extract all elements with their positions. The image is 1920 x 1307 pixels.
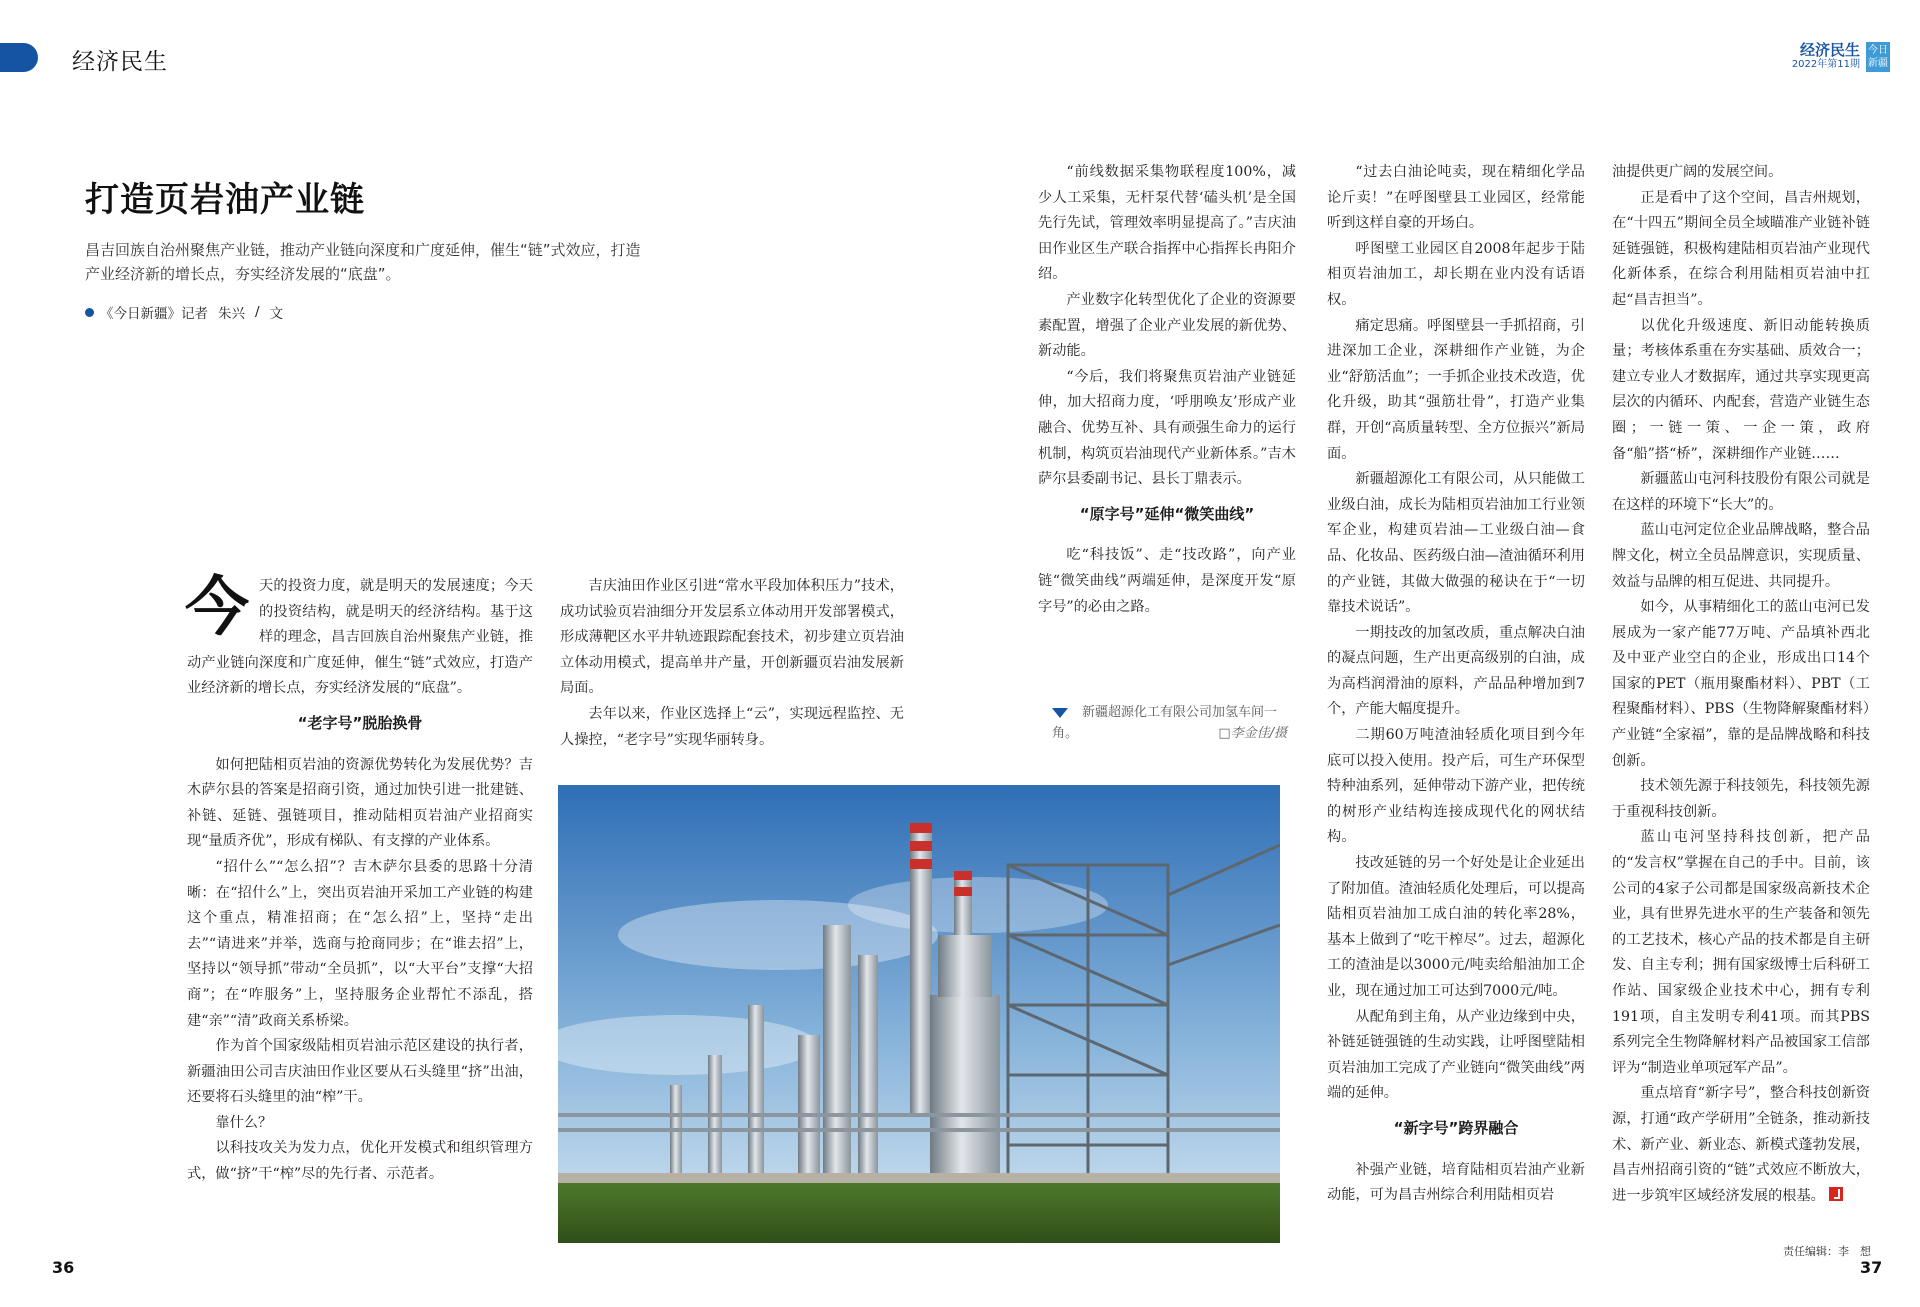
paragraph: 技术领先源于科技领先，科技领先源于重视科技创新。 (1612, 778, 1870, 820)
bullet-icon (85, 308, 94, 317)
paragraph: 二期60万吨渣油轻质化项目到今年底可以投入使用。投产后，可生产环保型特种油系列，延伸带动下游产业，把传统的树形产业结构连接成现代化的网状结构。 (1327, 727, 1585, 846)
paragraph: 新疆超源化工有限公司，从只能做工业级白油，成长为陆相页岩油加工行业领军企业，构建页岩油—工业级白油—食品、化妆品、医药级白油—渣油循环利用的产业链，其做大做强的秘诀在于“一切靠技术说话”。 (1327, 471, 1585, 616)
caption-triangle-icon (1052, 708, 1068, 718)
text-column-4 (1327, 160, 1585, 1209)
paragraph: 油提供更广阔的发展空间。 (1612, 164, 1783, 180)
paragraph: 如何把陆相页岩油的资源优势转化为发展优势？吉木萨尔县的答案是招商引资，通过加快引进一批建链、补链、延链、强链项目，推动陆相页岩油产业招商实现“量质齐优”，形成有梯队、有支撑的产业体系。 (187, 756, 533, 850)
subheading-yuanzihao: “原字号”延伸“微笑曲线” (1079, 504, 1255, 523)
refinery-photo (558, 785, 1280, 1243)
photo-caption (1052, 702, 1287, 744)
section-tab-marker (0, 43, 38, 72)
paragraph: 吃“科技饭”、走“技改路”，向产业链“微笑曲线”两端延伸，是深度开发“原字号”的必由之路。 (1038, 547, 1296, 615)
paragraph: “过去白油论吨卖，现在精细化学品论斤卖！”在呼图壁县工业园区，经常能听到这样自豪的开场白。 (1327, 164, 1585, 232)
paragraph-last: 重点培育“新字号”，整合科技创新资源，打通“政产学研用”全链条，推动新技术、新产业、新业态、新模式蓬勃发展，昌吉州招商引资的“链”式效应不断放大，进一步筑牢区域经济发展的根基。 (1612, 1085, 1870, 1204)
byline-separator: / (255, 304, 260, 320)
paragraph: 如今，从事精细化工的蓝山屯河已发展成为一家产能77万吨、产品填补西北及中亚产业空白的企业，形成出口14个国家的PET（瓶用聚酯材料）、PBT（工程聚酯材料）、PBS（生物降解聚酯材料）产业链“全家福”，靠的是品牌战略和科技创新。 (1612, 599, 1870, 769)
paragraph: “今后，我们将聚焦页岩油产业链延伸，加大招商力度，‘呼朋唤友’形成产业融合、优势互补、具有顽强生命力的运行机制，构筑页岩油现代产业新体系。”吉木萨尔县委副书记、县长丁鼎表示。 (1038, 368, 1296, 488)
paragraph: 以优化升级速度、新旧动能转换质量；考核体系重在夯实基础、质效合一；建立专业人才数据库，通过共享实现更高层次的内循环、内配套，营造产业链生态圈；一链一策、一企一策，政府备“船”搭“桥”，深耕细作产业链…… (1612, 317, 1870, 462)
paragraph: 蓝山屯河坚持科技创新，把产品的“发言权”掌握在自己的手中。目前，该公司的4家子公司都是国家级高新技术企业，具有世界先进水平的生产装备和领先的工艺技术，核心产品的技术都是自主研发、自主专利；拥有国家级博士后科研工作站、国家级企业技术中心，拥有专利191项，自主发明专利41项。而其PBS系列完全生物降解材料产品被国家工信部评为“制造业单项冠军产品”。 (1612, 829, 1870, 1076)
paragraph: 补强产业链，培育陆相页岩油产业新动能，可为昌吉州综合利用陆相页岩 (1327, 1161, 1585, 1204)
page-number-right: 37 (1860, 1258, 1883, 1277)
photo-credit: □李金佳/摄 (1218, 726, 1287, 741)
editor-credit: 责任编辑：李 想 (1783, 1245, 1871, 1258)
caption-text: 新疆超源化工有限公司加氢车间一角。 (1052, 705, 1278, 741)
drop-cap: 今 (185, 571, 249, 645)
paragraph: 呼图壁工业园区自2008年起步于陆相页岩油加工，却长期在业内没有话语权。 (1327, 240, 1585, 308)
paragraph: 蓝山屯河定位企业品牌战略，整合品牌文化，树立全员品牌意识，实现质量、效益与品牌的相互促进、共同提升。 (1612, 522, 1870, 590)
paragraph: 今天的投资力度，就是明天的发展速度；今天的投资结构，就是明天的经济结构。基于这样的理念，昌吉回族自治州聚焦产业链，推动产业链向深度和广度延伸，催生“链”式效应，打造产业经济新的增长点，夯实经济发展的“底盘”。 (185, 571, 533, 697)
paragraph: 正是看中了这个空间，昌吉州规划，在“十四五”期间全员全域瞄准产业链补链延链强链，积极构建陆相页岩油产业现代化新体系，在综合利用陆相页岩油中扛起“昌吉担当”。 (1612, 189, 1870, 308)
paragraph: 吉庆油田作业区引进“常水平段加体积压力”技术，成功试验页岩油细分开发层系立体动用开发部署模式，形成薄靶区水平井轨迹跟踪配套技术，初步建立页岩油立体动用模式，提高单井产量，开创新疆页岩油发展新局面。 (560, 578, 904, 697)
byline-source: 《今日新疆》记者 (100, 306, 208, 322)
magazine-logo: 今日新疆 (1866, 42, 1890, 72)
article-lead: 昌吉回族自治州聚焦产业链，推动产业链向深度和广度延伸，催生“链”式效应，打造产业经济新的增长点，夯实经济发展的“底盘”。 (85, 241, 641, 283)
paragraph: 痛定思痛。呼图壁县一手抓招商，引进深加工企业，深耕细作产业链，为企业“舒筋活血”；一手抓企业技术改造，优化升级，助其“强筋壮骨”，打造产业集群，开创“高质量转型、全方位振兴”新局面。 (1327, 317, 1585, 462)
issue-number: 2022年第11期 (1791, 59, 1860, 70)
page-number-left: 36 (52, 1258, 75, 1277)
paragraph: 去年以来，作业区选择上“云”，实现远程监控、无人操控，“老字号”实现华丽转身。 (560, 705, 904, 748)
paragraph: 产业数字化转型优化了企业的资源要素配置，增强了企业产业发展的新优势、新动能。 (1038, 291, 1296, 360)
text-column-5 (1612, 160, 1870, 1209)
section-title-right: 经济民生 (1799, 41, 1860, 59)
paragraph: 技改延链的另一个好处是让企业延出了附加值。渣油轻质化处理后，可以提高陆相页岩油加工成白油的转化率28%，基本上做到了“吃干榨尽”。过去，超源化工的渣油是以3000元/吨卖给船油加工企业，现在通过加工可达到7000元/吨。 (1327, 855, 1585, 999)
byline-author: 朱兴 (218, 306, 245, 322)
article-title: 打造页岩油产业链 (85, 180, 365, 220)
running-header-right (1792, 42, 1890, 72)
byline-role: 文 (269, 306, 284, 322)
paragraph: 从配角到主角，从产业边缘到中央，补链延链强链的生动实践，让呼图壁陆相页岩油加工完成了产业链向“微笑曲线”两端的延伸。 (1327, 1008, 1585, 1102)
byline (85, 302, 283, 322)
text-column-2 (560, 574, 904, 753)
paragraph: 一期技改的加氢改质，重点解决白油的凝点问题，生产出更高级别的白油，成为高档润滑油的原料，产品品种增加到7个，产能大幅度提升。 (1327, 624, 1585, 718)
text-column-3 (1038, 160, 1296, 620)
paragraph: 以科技攻关为发力点，优化开发模式和组织管理方式，做“挤”干“榨”尽的先行者、示范者。 (187, 1140, 533, 1183)
paragraph: 作为首个国家级陆相页岩油示范区建设的执行者，新疆油田公司吉庆油田作业区要从石头缝里“挤”出油，还要将石头缝里的油“榨”干。 (187, 1038, 533, 1106)
subheading-xinzihao: “新字号”跨界融合 (1393, 1118, 1519, 1137)
paragraph: “招什么”“怎么招”？吉木萨尔县委的思路十分清晰：在“招什么”上，突出页岩油开采加工产业链的构建这个重点，精准招商；在“怎么招”上，坚持“走出去”“请进来”并举，选商与抢商同步；在“谁去招”上，坚持以“领导抓”带动“全员抓”，以“大平台”支撑“大招商”；在“咋服务”上，坚持服务企业帮忙不添乱，搭建“亲”“清”政商关系桥梁。 (187, 858, 533, 1029)
section-title-left: 经济民生 (72, 49, 168, 75)
end-mark-icon (1829, 1187, 1843, 1201)
paragraph: “前线数据采集物联程度100%，减少人工采集，无杆泵代替‘磕头机’是全国先行先试，管理效率明显提高了。”吉庆油田作业区生产联合指挥中心指挥长冉阳介绍。 (1038, 164, 1296, 283)
paragraph: 靠什么？ (215, 1114, 273, 1131)
text-column-1 (185, 571, 533, 1188)
subheading-laozihao: “老字号”脱胎换骨 (297, 713, 423, 732)
paragraph: 新疆蓝山屯河科技股份有限公司就是在这样的环境下“长大”的。 (1612, 471, 1870, 513)
